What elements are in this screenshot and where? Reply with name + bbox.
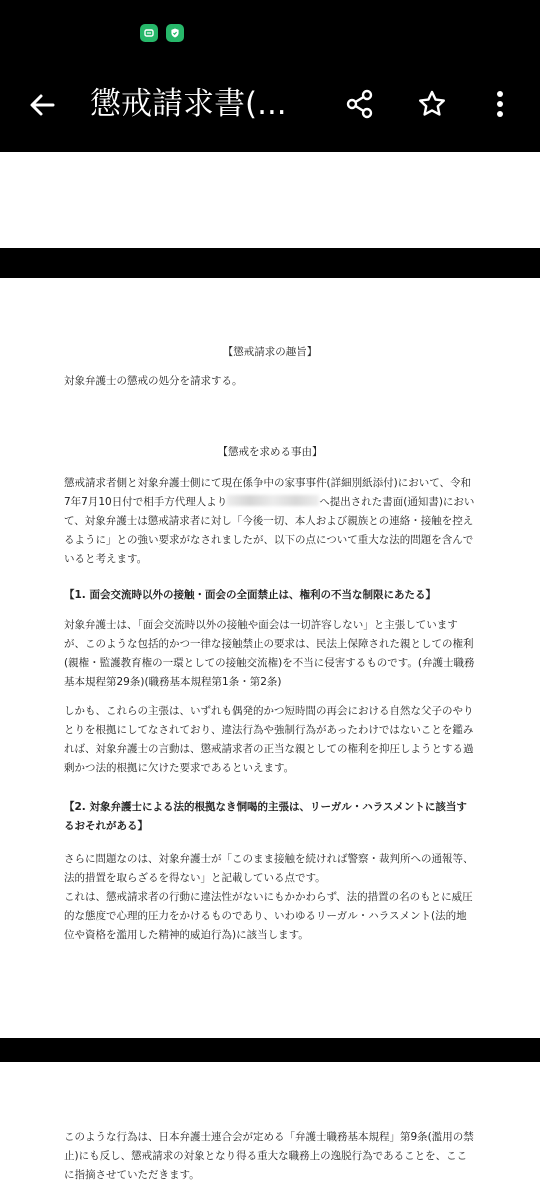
app-bar [0,60,540,150]
shield-icon [166,24,184,42]
document-title: 懲戒請求書(... [90,86,287,122]
point1-heading: 【1. 面会交流時以外の接触・面会の全面禁止は、権利の不当な制限にあたる】 [64,589,436,601]
star-outline-icon [417,89,447,119]
page3-paragraph: このような行為は、日本弁護士連合会が定める「弁護士職務基本規程」第9条(濫用の禁止)にも反し、懲戒請求の対象となり得る重大な職務上の逸脱行為であることを、ここに指摘させていただきます。 [64,1131,474,1181]
document-page-3 [0,1062,540,1200]
status-bar [0,0,540,60]
redacted-name-block [227,495,319,506]
more-vert-icon [495,89,505,119]
section-title-purpose: 【懲戒請求の趣旨】 [222,346,318,358]
point2-paragraph-1: さらに問題なのは、対象弁護士が「このまま接触を続ければ警察・裁判所への通報等、法的措置を取らざるを得ない」と記載している点です。 [64,853,474,884]
reason-text-after: へ提出された書面(通知書)において、対象弁護士は懲戒請求者に対し「今後一切、本人および親族との連絡・接触を控えるように」との強い要求がなされましたが、以下の点について重大な法的問題を含んでいると考えます。 [64,496,475,565]
document-page-1 [0,152,540,248]
section-body-purpose: 対象弁護士の懲戒の処分を請求する。 [64,375,243,387]
point2-heading: 【2. 対象弁護士による法的根拠なき恫喝的主張は、リーガル・ハラスメントに該当するおそれがある】 [64,801,467,832]
point1-paragraph-1: 対象弁護士は、「面会交流時以外の接触や面会は一切許容しない」と主張していますが、このような包括的かつ一律な接触禁止の要求は、民法上保障された親としての権利(親権・監護教育権の一環としての接触交流権)を不当に侵害するものです。(弁護士職務基本規程第29条)(職務基本規程第1条・第2条) [64,619,475,688]
app-notification-icon [140,24,158,42]
share-button[interactable] [338,82,382,126]
reason-paragraph [64,474,476,569]
reason-text-before: 懲戒請求者側と対象弁護士側にて現在係争中の家事事件(詳細別紙添付)において、令和7年7月10日付で相手方代理人より [64,477,471,508]
favorite-button[interactable] [410,82,454,126]
document-page-2 [0,278,540,1038]
point1-paragraph-2: しかも、これらの主張は、いずれも偶発的かつ短時間の再会における自然な父子のやりとりを根拠にしてなされており、違法行為や強制行為があったわけではないことを鑑みれば、対象弁護士の言動は、懲戒請求者の正当な親としての権利を抑圧しようとする過剰かつ法的根拠に欠けた要求であるといえます。 [64,705,474,774]
share-icon [345,89,375,119]
point2-paragraph-2: これは、懲戒請求者の行動に違法性がないにもかかわらず、法的措置の名のもとに威圧的な態度で心理的圧力をかけるものであり、いわゆるリーガル・ハラスメント(法的地位や資格を濫用した精神的威迫行為)に該当します。 [64,891,473,941]
section-title-reasons: 【懲戒を求める事由】 [217,446,323,458]
arrow-left-icon [28,91,56,119]
more-options-button[interactable] [478,82,522,126]
back-button[interactable] [22,85,62,125]
